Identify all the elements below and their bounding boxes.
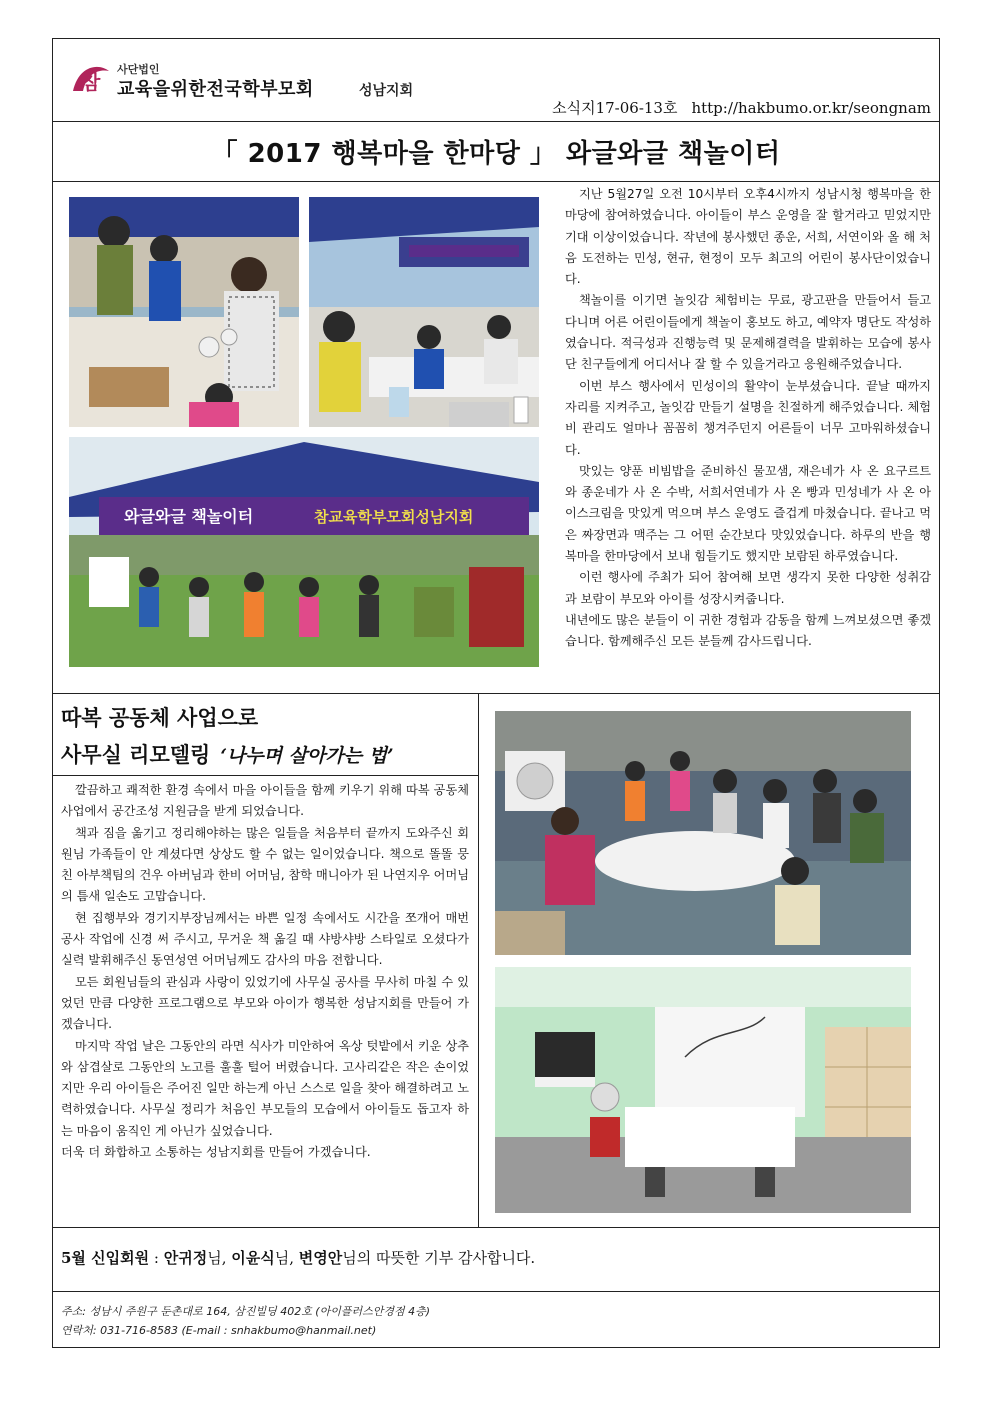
article2-body: [61, 780, 469, 1163]
org-subtitle: 사단법인: [117, 63, 160, 76]
member-name: 변영안: [298, 1249, 343, 1267]
article1-paragraph: 내년에도 많은 분들이 이 귀한 경험과 감동을 함께 느껴보셨으면 좋겠습니다. 함께해주신 모든 분들께 감사드립니다.: [565, 612, 931, 649]
photo-booth-craft: [69, 197, 299, 427]
org-branch: 성남지회: [359, 83, 414, 99]
logo-mark: 참: [81, 70, 101, 94]
member-name: 안귀정: [163, 1249, 208, 1267]
article2-paragraph: 마지막 작업 날은 그동안의 라면 식사가 미안하여 옥상 텃밭에서 키운 상추와 삼겹살로 그동안의 노고를 훌훌 털어 버렸습니다. 고사리같은 작은 손이었지만 우리 아이들은 주어진 일만 하는게 아닌 스스로 일을 찾아 해결하려고 노력하였습니다. 사무실 정리가 처음인 부모들의 모습에서 아이들도 돕고자 하는 마음이 움직인 게 아닌가 싶었습니다.: [61, 1038, 469, 1138]
footer-contact: 연락처: 031-716-8583 (E-mail : snhakbumo@hanmail.net): [61, 1324, 377, 1337]
article2-title-line1: 따복 공동체 사업으로: [61, 706, 259, 730]
article2-title-accent: ‘나누며 살아가는 법’: [220, 745, 394, 767]
thanks-sep: :: [149, 1249, 164, 1267]
article2-paragraph: 모든 회원님들의 관심과 사랑이 있었기에 사무실 공사를 무사히 마칠 수 있었던 만큼 다양한 프로그램으로 부모와 아이가 행복한 성남지회를 만들어 가겠습니다.: [61, 974, 469, 1032]
issue-line: [552, 97, 931, 118]
thanks-divider-top: [53, 1227, 939, 1228]
header-divider: [53, 121, 939, 122]
org-name: 교육을위한전국학부모회: [117, 79, 314, 100]
thanks-prefix: 5월 신입회원: [61, 1249, 150, 1267]
site-url[interactable]: http://hakbumo.or.kr/seongnam: [691, 99, 931, 117]
article2-title-line2: [61, 739, 394, 769]
article1-body: [565, 184, 931, 653]
article1-paragraph: 이런 행사에 주최가 되어 참여해 보면 생각지 못한 다양한 성취감과 보람이 부모와 아이를 성장시켜줍니다.: [565, 570, 931, 606]
column-divider: [478, 693, 479, 1227]
article1-paragraph: 책놀이를 이기면 놀잇감 체험비는 무료, 광고판을 만들어서 들고 다니며 어른 어린이들에게 책놀이 홍보도 하고, 예약자 명단도 작성하였습니다. 적극성과 진행능력 및 문제해결력을 발휘하는 모습에 봉사단 친구들에게 어디서나 잘 할 수 있을거라고 응원해주었습니다.: [565, 293, 931, 372]
article2-paragraph: 현 집행부와 경기지부장님께서는 바쁜 일정 속에서도 시간을 쪼개어 매번 공사 작업에 신경 써 주시고, 무거운 책 옮길 때 샤방샤방 스타일로 오셨다가 실력 발휘해주신 동연성연 어머님께도 감사의 마음 전합니다.: [61, 910, 469, 968]
article1-title: 「 2017 행복마을 한마당 」 와글와글 책놀이터: [211, 139, 781, 169]
article1-paragraph: 맛있는 양푼 비빔밥을 준비하신 물꼬샘, 재은네가 사 온 요구르트와 종운네가 사 온 수박, 서희서연네가 사 온 빵과 민성네가 사 온 아이스크림을 맛있게 먹으며 부스 운영도 즐겁게 마쳤습니다. 끝나고 먹은 짜장면과 맥주는 그 어떤 순간보다 맛있었습니다. 하루의 반을 행복마을 한마당에서 보내 힘들기도 했지만 보람된 하루였습니다.: [565, 463, 931, 564]
thanks-suffix: 님의 따뜻한 기부 감사합니다.: [342, 1249, 536, 1267]
logo-icon: [69, 61, 113, 97]
issue-number: 소식지17-06-13호: [552, 99, 678, 117]
article2-title-underline: [53, 775, 478, 776]
thanks-suffix: 님,: [274, 1249, 299, 1267]
article-divider: [53, 693, 939, 694]
article2-paragraph: 깔끔하고 쾌적한 환경 속에서 마을 아이들을 함께 키우기 위해 따복 공동체 사업에서 공간조성 지원금을 받게 되었습니다.: [61, 783, 469, 819]
tent-banner-right: 참교육학부모회성남지회: [314, 508, 474, 526]
article2-paragraph: 더욱 더 화합하고 소통하는 성남지회를 만들어 가겠습니다.: [61, 1145, 371, 1160]
article1-paragraph: 지난 5월27일 오전 10시부터 오후4시까지 성남시청 행복마을 한마당에 참여하였습니다. 아이들이 부스 운영을 잘 할거라고 믿었지만 기대 이상이었습니다. 작년에 봉사했던 종운, 서희, 서연이와 올 해 처음 도전하는 민성, 현규, 현정이 모두 최고의 어린이 봉사단이었습니다.: [565, 187, 931, 287]
article2-paragraph: 책과 짐을 옮기고 정리해야하는 많은 일들을 처음부터 끝까지 도와주신 회원님 가족들이 안 계셨다면 상상도 할 수 없는 일이었습니다. 책으로 똘똘 뭉친 아부책팀의 건우 아버님과 한비 어머님, 참학 매니아가 된 나연지우 어머님의 틈새 일손도 고맙습니다.: [61, 825, 469, 904]
article2-title-main: 사무실 리모델링: [61, 743, 211, 767]
footer-divider: [53, 1291, 939, 1292]
photo-rooftop-meal: [495, 711, 911, 955]
new-members-thanks: [61, 1247, 535, 1268]
photo-booth-tent: [69, 437, 539, 667]
newsletter-frame: [52, 38, 940, 1348]
photo-remodeled-office: [495, 967, 911, 1213]
footer-address: 주소: 성남시 주원구 둔촌대로 164, 삼진빌딩 402호 (아이플러스안경점 4층): [61, 1305, 431, 1318]
member-name: 이윤식: [231, 1249, 275, 1267]
article1-paragraph: 이번 부스 행사에서 민성이의 활약이 눈부셨습니다. 끝날 때까지 자리를 지켜주고, 놀잇감 만들기 설명을 친절하게 해주었습니다. 체험비 관리도 얼마나 꼼꼼히 챙겨주던지 어른들이 너무 고마워하셨습니다.: [565, 378, 931, 457]
thanks-suffix: 님,: [207, 1249, 232, 1267]
title-divider: [53, 181, 939, 182]
photo-booth-reading: [309, 197, 539, 427]
tent-banner-left: 와글와글 책놀이터: [124, 507, 254, 526]
